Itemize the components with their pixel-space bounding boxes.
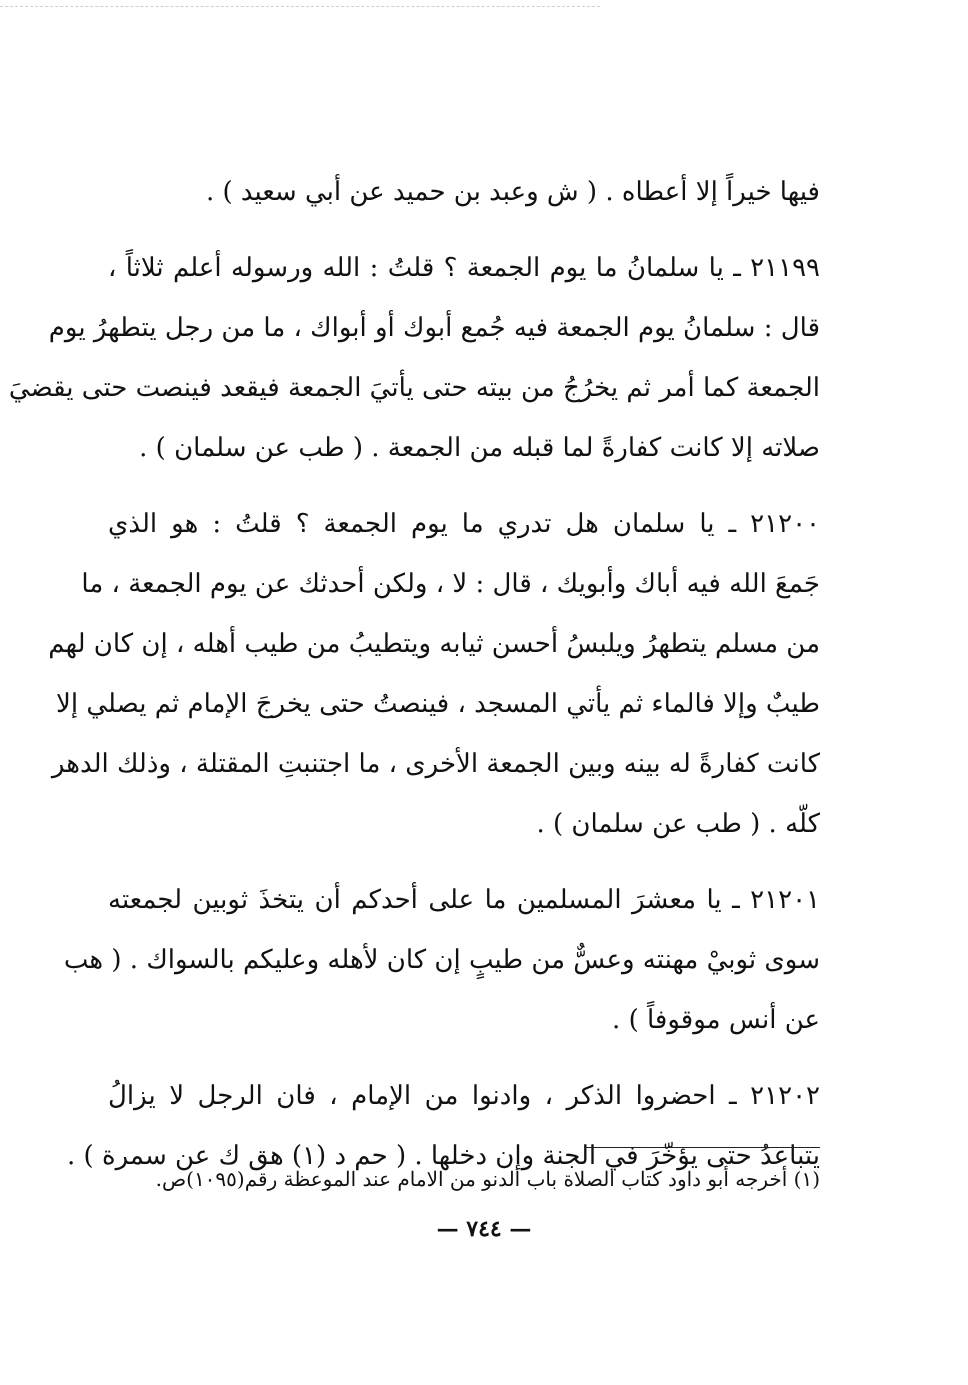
- text-line: عن أنس موقوفاً ) .: [612, 1005, 820, 1035]
- text-line: الجمعة كما أمر ثم يخرُجُ من بيته حتى يأتيَ الجمعة فيقعد فينصت حتى يقضيَ: [8, 373, 820, 403]
- text-line: قال : سلمانُ يوم الجمعة فيه جُمع أبوك أو أبواك ، ما من رجل يتطهرُ يوم: [48, 313, 820, 343]
- paragraph-continuation: [108, 162, 820, 222]
- text-line: جَمعَ الله فيه أباك وأبويك ، قال : لا ، ولكن أحدثك عن يوم الجمعة ، ما: [81, 569, 820, 599]
- scan-top-edge: [0, 6, 600, 8]
- text-line: من مسلم يتطهرُ ويلبسُ أحسن ثيابه ويتطيبُ من طيب أهله ، إن كان لهم: [48, 629, 820, 659]
- text-line: سوى ثوبيْ مهنته وعسٌّ من طيبٍ إن كان لأهله وعليكم بالسواك . ( هب: [63, 945, 820, 975]
- text-line: صلاته إلا كانت كفارةً لما قبله من الجمعة . ( طب عن سلمان ) .: [139, 433, 820, 463]
- text-line: طيبٌ وإلا فالماء ثم يأتي المسجد ، فينصتُ حتى يخرجَ الإمام ثم يصلي إلا: [56, 689, 820, 719]
- text-line: ٢١٢٠٠ ـ يا سلمان هل تدري ما يوم الجمعة ؟ قلتُ : هو الذي: [108, 509, 820, 539]
- hadith-21199: [8, 238, 820, 478]
- text-line: ٢١١٩٩ ـ يا سلمانُ ما يوم الجمعة ؟ قلتُ : الله ورسوله أعلم ثلاثاً ،: [108, 253, 820, 283]
- footnote-separator: [586, 1147, 820, 1148]
- text-line: كلّه . ( طب عن سلمان ) .: [536, 809, 820, 839]
- text-line: ٢١٢٠١ ـ يا معشرَ المسلمين ما على أحدكم أن يتخذَ ثوبين لجمعته: [108, 885, 820, 915]
- text-line: كانت كفارةً له بينه وبين الجمعة الأخرى ، ما اجتنبتِ المقتلة ، وذلك الدهر: [51, 749, 820, 779]
- text-line: ٢١٢٠٢ ـ احضروا الذكر ، وادنوا من الإمام ، فان الرجل لا يزالُ: [108, 1081, 820, 1111]
- hadith-21201: [63, 870, 820, 1050]
- text-line: فيها خيراً إلا أعطاه . ( ش وعبد بن حميد عن أبي سعيد ) .: [205, 177, 820, 207]
- page-body: [8, 162, 820, 1186]
- hadith-21200: [48, 494, 820, 854]
- text-line: يتباعدُ حتى يؤخّرَ في الجنة وإن دخلها . ( حم د (١) هق ك عن سمرة ) .: [67, 1141, 820, 1171]
- page-number: — ٧٤٤ —: [436, 1216, 532, 1242]
- footnote: (١) أخرجه أبو داود كتاب الصلاة باب الدنو من الامام عند الموعظة رقم(١٠٩٥)ص.: [155, 1167, 820, 1191]
